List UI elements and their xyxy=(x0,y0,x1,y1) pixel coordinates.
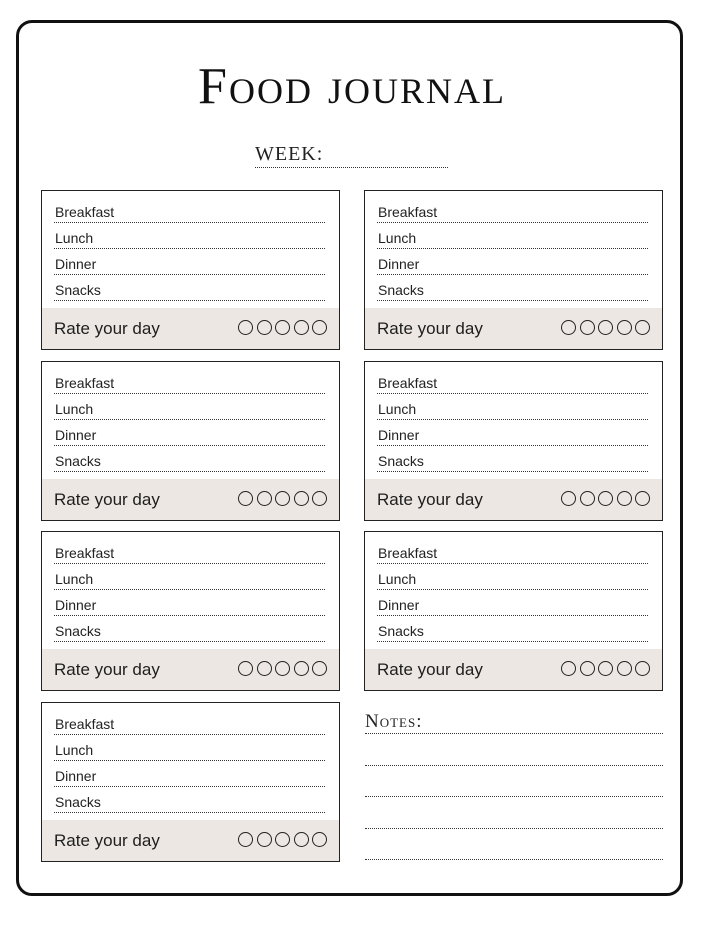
rate-label: Rate your day xyxy=(377,660,483,679)
meal-line-snacks[interactable]: Snacks xyxy=(377,622,648,642)
week-label: WEEK: xyxy=(255,143,324,165)
rating-circle[interactable] xyxy=(312,491,327,506)
meal-line-dinner[interactable]: Dinner xyxy=(54,767,325,787)
meal-line-breakfast[interactable]: Breakfast xyxy=(377,203,648,223)
rating-circle[interactable] xyxy=(294,491,309,506)
day-box xyxy=(41,190,340,350)
meal-line-breakfast[interactable]: Breakfast xyxy=(54,715,325,735)
rate-label: Rate your day xyxy=(54,490,160,509)
rating-circle[interactable] xyxy=(294,661,309,676)
rating-circle[interactable] xyxy=(275,661,290,676)
day-box xyxy=(364,531,663,691)
meal-line-lunch[interactable]: Lunch xyxy=(377,570,648,590)
meal-line-dinner[interactable]: Dinner xyxy=(377,255,648,275)
meal-line-lunch[interactable]: Lunch xyxy=(377,229,648,249)
rating-circle[interactable] xyxy=(275,832,290,847)
notes-line[interactable] xyxy=(365,828,663,829)
day-box xyxy=(41,361,340,521)
week-field[interactable] xyxy=(255,143,448,168)
rate-row xyxy=(42,649,339,690)
meal-line-snacks[interactable]: Snacks xyxy=(54,281,325,301)
rating-circle[interactable] xyxy=(238,661,253,676)
rating-circle[interactable] xyxy=(257,320,272,335)
page-title: Food journal xyxy=(198,58,506,115)
rate-label: Rate your day xyxy=(54,660,160,679)
rating-circle[interactable] xyxy=(635,491,650,506)
meal-line-dinner[interactable]: Dinner xyxy=(54,255,325,275)
meal-line-breakfast[interactable]: Breakfast xyxy=(377,374,648,394)
rating-circle[interactable] xyxy=(580,661,595,676)
rating-circle[interactable] xyxy=(275,491,290,506)
rating-circle[interactable] xyxy=(580,320,595,335)
meal-line-lunch[interactable]: Lunch xyxy=(54,741,325,761)
meal-line-breakfast[interactable]: Breakfast xyxy=(54,203,325,223)
rate-row xyxy=(42,479,339,520)
rating-circle[interactable] xyxy=(617,661,632,676)
meal-line-snacks[interactable]: Snacks xyxy=(377,452,648,472)
rating-circles xyxy=(235,320,328,338)
meal-line-lunch[interactable]: Lunch xyxy=(54,570,325,590)
rate-row xyxy=(42,820,339,861)
rate-row xyxy=(365,649,662,690)
meal-line-dinner[interactable]: Dinner xyxy=(377,596,648,616)
meal-line-snacks[interactable]: Snacks xyxy=(54,793,325,813)
rating-circle[interactable] xyxy=(635,661,650,676)
rating-circle[interactable] xyxy=(294,320,309,335)
meal-line-breakfast[interactable]: Breakfast xyxy=(377,544,648,564)
rating-circles xyxy=(235,491,328,509)
meal-line-snacks[interactable]: Snacks xyxy=(377,281,648,301)
notes-label: Notes: xyxy=(365,711,423,732)
rate-label: Rate your day xyxy=(377,490,483,509)
meal-line-dinner[interactable]: Dinner xyxy=(54,426,325,446)
rating-circle[interactable] xyxy=(598,320,613,335)
rating-circle[interactable] xyxy=(561,320,576,335)
meal-line-lunch[interactable]: Lunch xyxy=(377,400,648,420)
notes-line[interactable] xyxy=(365,859,663,860)
notes-line[interactable] xyxy=(365,796,663,797)
rating-circle[interactable] xyxy=(294,832,309,847)
rating-circle[interactable] xyxy=(617,320,632,335)
rating-circle[interactable] xyxy=(617,491,632,506)
rate-label: Rate your day xyxy=(377,319,483,338)
rate-row xyxy=(365,308,662,349)
meal-line-breakfast[interactable]: Breakfast xyxy=(54,374,325,394)
meal-line-lunch[interactable]: Lunch xyxy=(54,400,325,420)
meal-line-lunch[interactable]: Lunch xyxy=(54,229,325,249)
rating-circle[interactable] xyxy=(561,661,576,676)
meal-line-snacks[interactable]: Snacks xyxy=(54,622,325,642)
rating-circles xyxy=(558,320,651,338)
day-box xyxy=(364,190,663,350)
rating-circle[interactable] xyxy=(238,491,253,506)
rating-circle[interactable] xyxy=(598,661,613,676)
rating-circle[interactable] xyxy=(238,832,253,847)
rating-circles xyxy=(558,491,651,509)
rating-circle[interactable] xyxy=(561,491,576,506)
rating-circle[interactable] xyxy=(312,832,327,847)
notes-line[interactable] xyxy=(365,733,663,734)
rating-circle[interactable] xyxy=(257,832,272,847)
notes-line[interactable] xyxy=(365,765,663,766)
rating-circle[interactable] xyxy=(238,320,253,335)
day-box xyxy=(41,702,340,862)
rating-circle[interactable] xyxy=(635,320,650,335)
rating-circle[interactable] xyxy=(598,491,613,506)
rate-row xyxy=(42,308,339,349)
rate-label: Rate your day xyxy=(54,319,160,338)
rating-circle[interactable] xyxy=(275,320,290,335)
day-box xyxy=(364,361,663,521)
rating-circle[interactable] xyxy=(580,491,595,506)
rating-circles xyxy=(558,661,651,679)
rating-circle[interactable] xyxy=(257,661,272,676)
rate-label: Rate your day xyxy=(54,831,160,850)
meal-line-dinner[interactable]: Dinner xyxy=(54,596,325,616)
rating-circles xyxy=(235,661,328,679)
rating-circle[interactable] xyxy=(312,320,327,335)
rating-circle[interactable] xyxy=(257,491,272,506)
rating-circle[interactable] xyxy=(312,661,327,676)
meal-line-dinner[interactable]: Dinner xyxy=(377,426,648,446)
meal-line-breakfast[interactable]: Breakfast xyxy=(54,544,325,564)
rating-circles xyxy=(235,832,328,850)
meal-line-snacks[interactable]: Snacks xyxy=(54,452,325,472)
day-box xyxy=(41,531,340,691)
rate-row xyxy=(365,479,662,520)
